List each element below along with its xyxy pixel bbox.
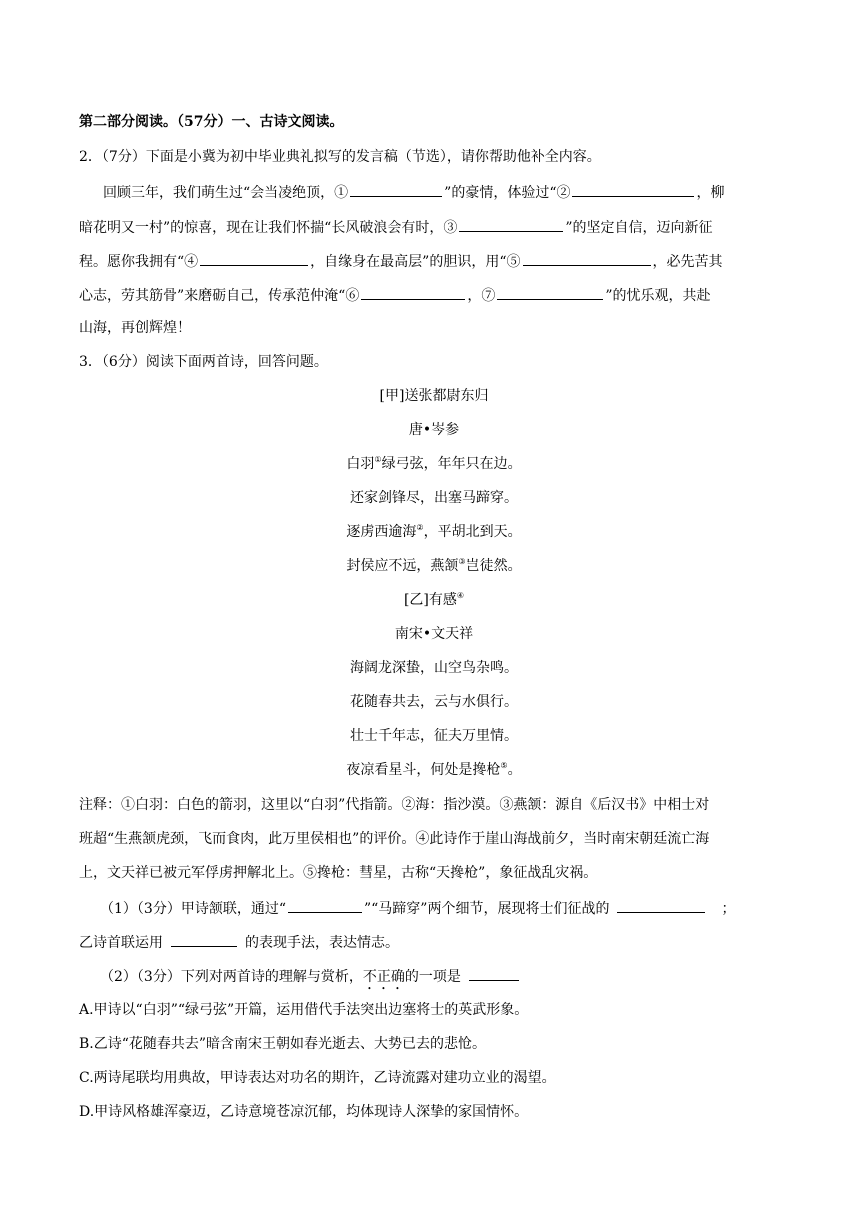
- q2-line-1: 回顾三年，我们萌生过“会当凌绝顶，① ”的豪情，体验过“② ，柳: [103, 182, 724, 202]
- q3-heading: 3．（6分）阅读下面两首诗，回答问题。: [79, 354, 328, 370]
- q2-heading: 2．（7分）下面是小冀为初中毕业典礼拟写的发言稿（节选），请你帮助他补全内容。: [79, 149, 601, 165]
- poem2-line-1: 海阔龙深蛰，山空鸟杂鸣。: [350, 660, 518, 676]
- q2-line-5: 山海，再创辉煌！: [79, 320, 191, 336]
- blank-6[interactable]: [361, 285, 465, 300]
- poem1-line-3: 逐虏西逾海②，平胡北到天。: [346, 523, 522, 540]
- blank-5[interactable]: [523, 251, 651, 266]
- notes-line-1: 注释：①白羽：白色的箭羽，这里以“白羽”代指箭。②海：指沙漠。③燕颔：源自《后汉书》中相士对: [79, 797, 710, 813]
- option-c[interactable]: C.两诗尾联均用典故，甲诗表达对功名的期许，乙诗流露对建功立业的渴望。: [79, 1070, 556, 1086]
- option-b[interactable]: B.乙诗“花随春共去”暗含南宋王朝如春光逝去、大势已去的悲怆。: [79, 1036, 487, 1052]
- poem2-author: 南宋•文天祥: [394, 626, 474, 642]
- poem2-title: [乙]有感④: [403, 591, 465, 608]
- q3-sub1-line-1: （1）（3分）甲诗颔联，通过“ ”“马蹄穿”两个细节，展现将士们征战的 ；: [100, 898, 735, 918]
- emphasis-not-correct: 不正确: [362, 969, 405, 985]
- q2-line-2: 暗花明又一村”的惊喜，现在让我们怀揣“长风破浪会有时，③ ”的坚定自信，迈向新征: [79, 217, 713, 237]
- poem2-line-2: 花随春共去，云与水俱行。: [350, 694, 518, 710]
- blank-1[interactable]: [350, 182, 442, 197]
- q3-sub1-line-2: 乙诗首联运用 的表现手法，表达情志。: [79, 932, 399, 952]
- blank-2[interactable]: [572, 182, 694, 197]
- q3-sub2-line: （2）（3分）下列对两首诗的理解与赏析，不正确的一项是: [100, 966, 521, 993]
- poem2-line-3: 壮士千年志，征夫万里情。: [350, 728, 518, 744]
- option-d[interactable]: D.甲诗风格雄浑豪迈，乙诗意境苍凉沉郁，均体现诗人深挚的家国情怀。: [79, 1104, 529, 1120]
- blank-sub1-b[interactable]: [617, 898, 705, 913]
- poem1-line-4: 封侯应不远，燕颔③岂徒然。: [346, 557, 522, 574]
- blank-sub2[interactable]: [469, 966, 519, 981]
- poem1-line-1: 白羽①绿弓弦，年年只在边。: [346, 455, 522, 472]
- blank-7[interactable]: [497, 285, 603, 300]
- notes-line-3: 上，文天祥已被元军俘虏押解北上。⑤搀枪：彗星，古称“天搀枪”，象征战乱灾祸。: [79, 865, 598, 881]
- blank-4[interactable]: [200, 251, 308, 266]
- poem2-line-4: 夜凉看星斗，何处是搀枪⑤。: [346, 761, 522, 778]
- q2-line-3: 程。愿你我拥有“④ ，自缘身在最高层”的胆识，用“⑤ ，必先苦其: [79, 251, 723, 271]
- option-a[interactable]: A.甲诗以“白羽”“绿弓弦”开篇，运用借代手法突出边塞将士的英武形象。: [79, 1002, 529, 1018]
- blank-sub1-c[interactable]: [171, 932, 237, 947]
- blank-3[interactable]: [459, 217, 563, 232]
- section-title: 第二部分阅读。（57分）一、古诗文阅读。: [79, 114, 344, 130]
- blank-sub1-a[interactable]: [288, 898, 362, 913]
- notes-line-2: 班超“生燕颔虎颈，飞而食肉，此万里侯相也”的评价。④此诗作于崖山海战前夕，当时南宋朝廷流亡海: [79, 831, 710, 847]
- q2-line-4: 心志，劳其筋骨”来磨砺自己，传承范仲淹“⑥ ，⑦ ”的忧乐观，共赴: [79, 285, 711, 305]
- poem1-line-2: 还家剑锋尽，出塞马蹄穿。: [350, 490, 518, 506]
- poem1-title: [甲]送张都尉东归: [379, 388, 489, 404]
- poem1-author: 唐•岑参: [408, 422, 460, 438]
